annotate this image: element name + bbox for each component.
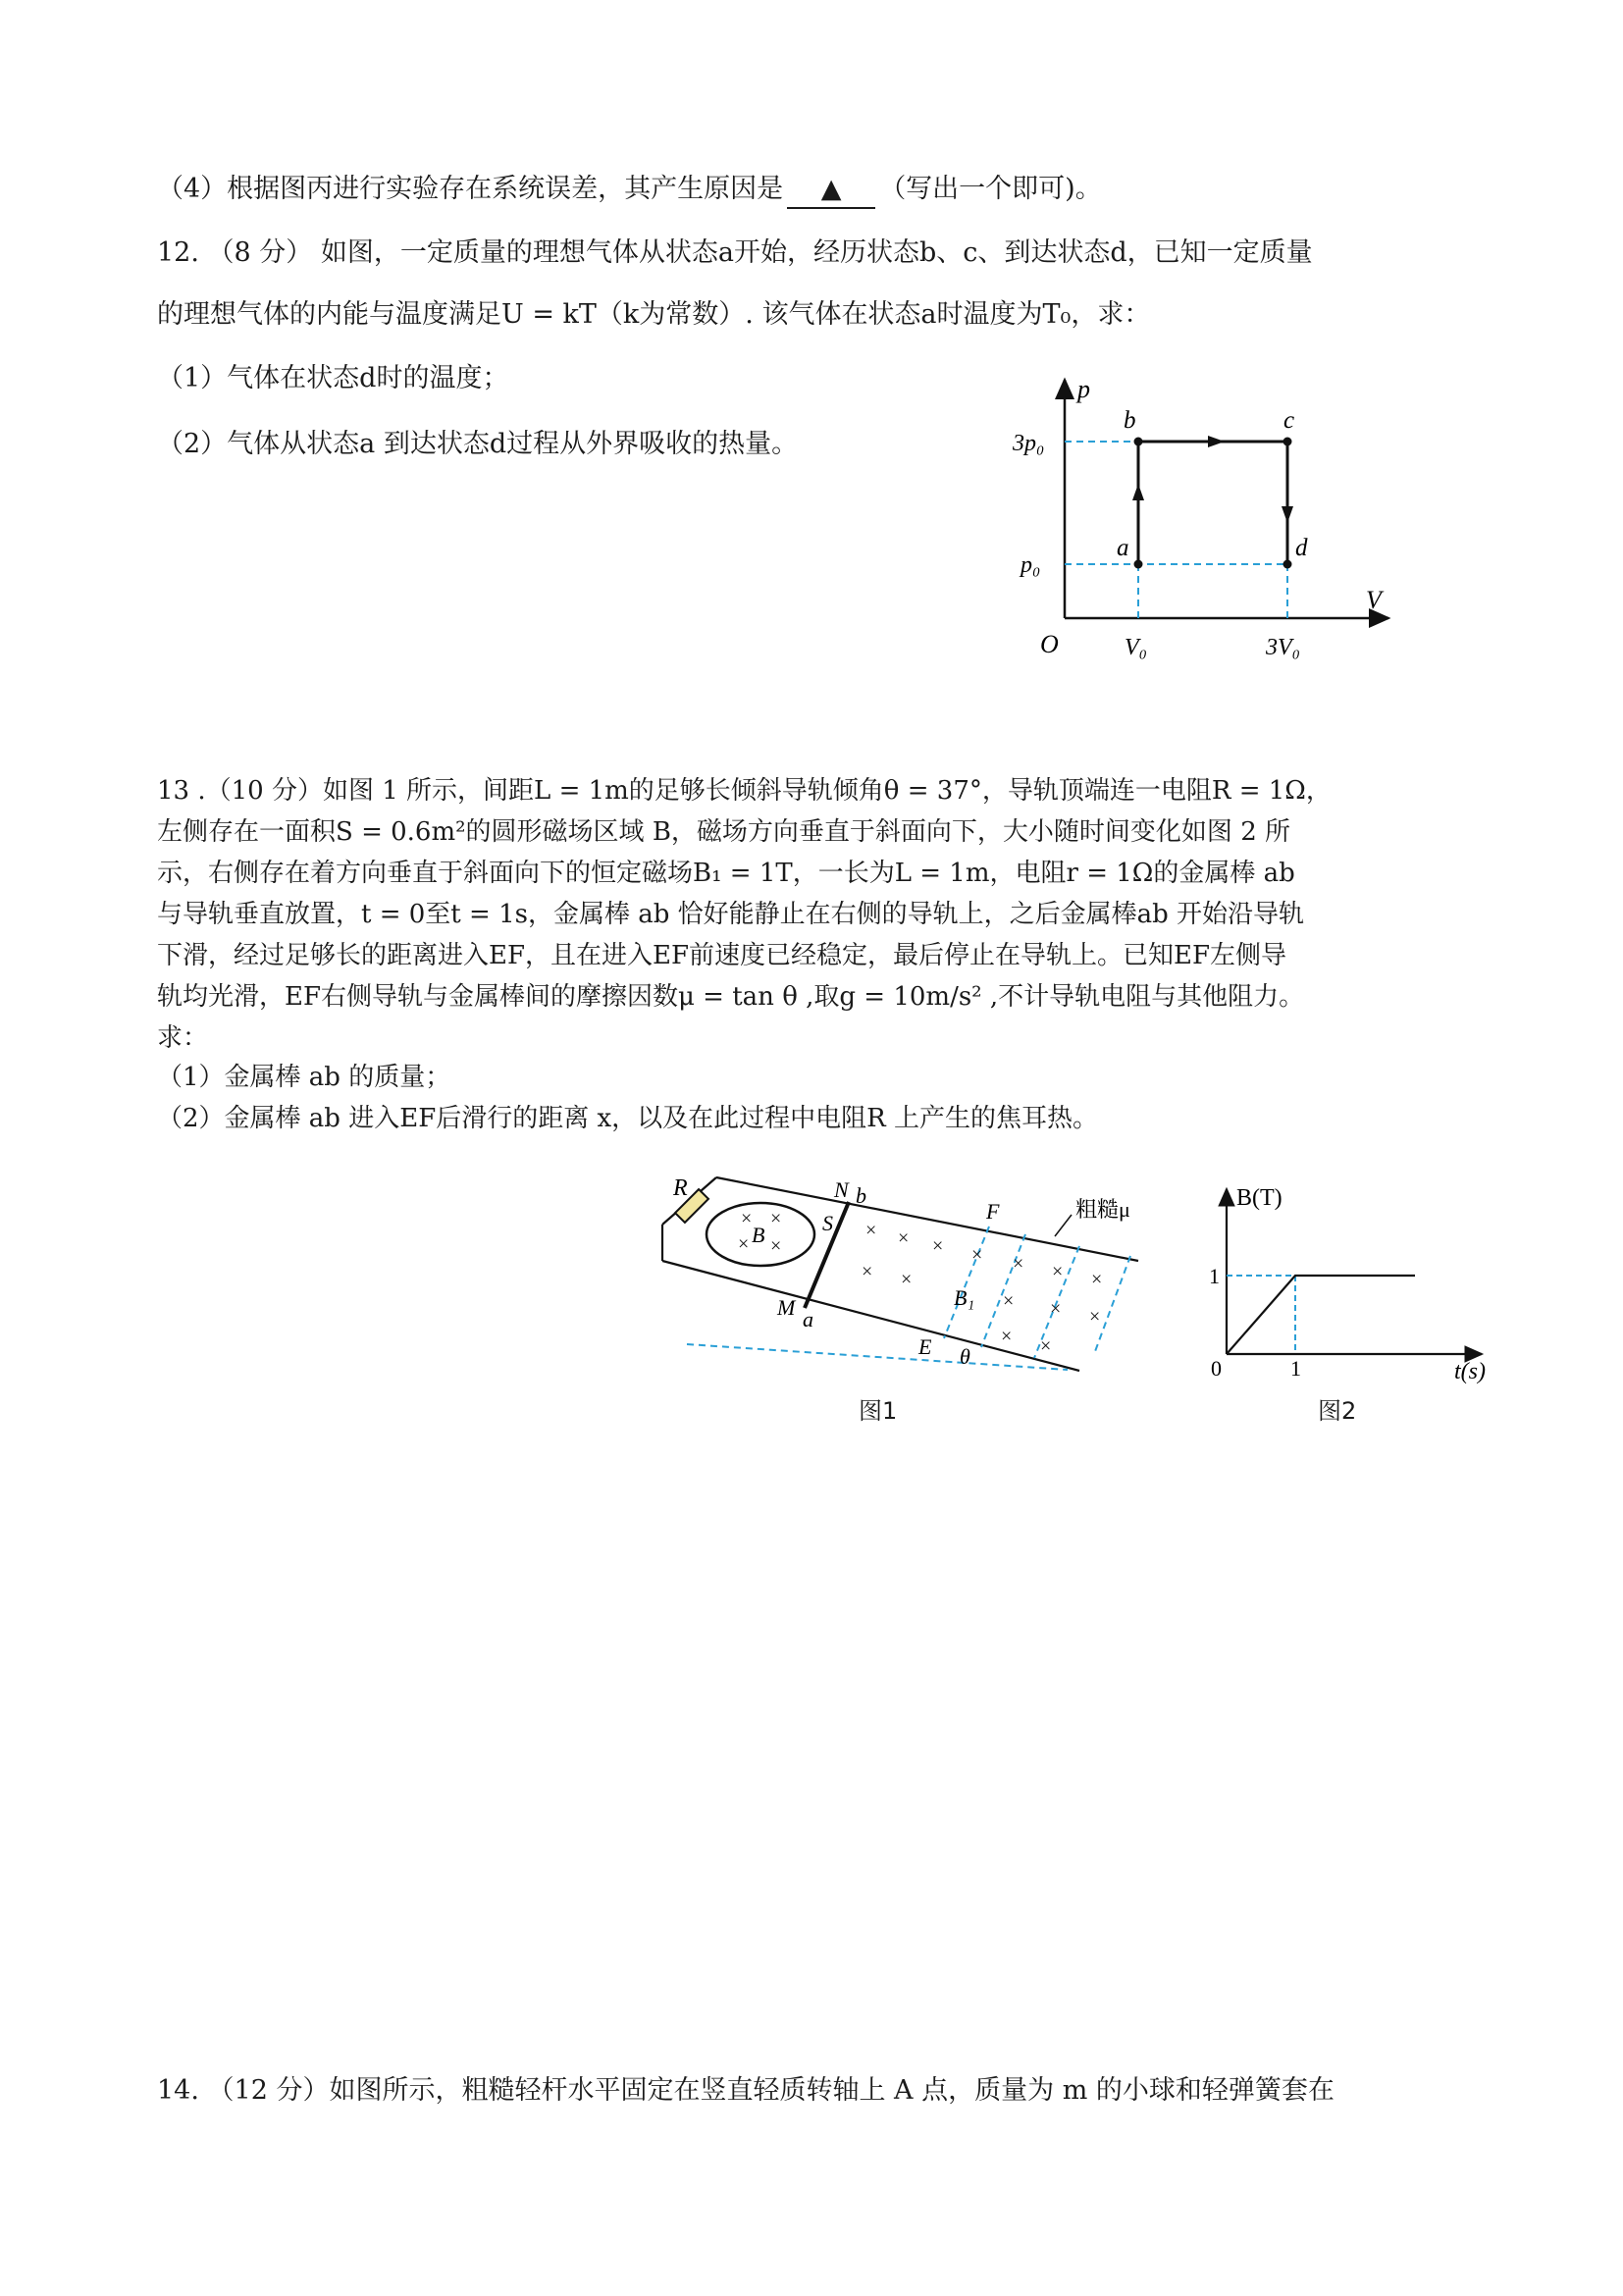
svg-text:×: × <box>1013 1253 1024 1275</box>
label-B1: B₁ <box>954 1285 975 1310</box>
label-theta: θ <box>960 1344 970 1369</box>
q12-line1: 12. （8 分） 如图，一定质量的理想气体从状态a开始，经历状态b、c、到达状态d，已知一定质量 <box>157 237 1313 268</box>
point-a <box>1134 560 1143 569</box>
x-tick-v0: V₀ <box>1125 635 1148 660</box>
label-rough: 粗糙μ <box>1075 1197 1130 1222</box>
svg-text:×: × <box>770 1208 782 1229</box>
q13-line5: 下滑，经过足够长的距离进入EF，且在进入EF前速度已经稳定，最后停止在导轨上。已知EF左侧导 <box>157 941 1287 970</box>
svg-text:×: × <box>1050 1298 1062 1320</box>
svg-text:×: × <box>1089 1306 1101 1328</box>
q11-part4-prefix: （4）根据图丙进行实验存在系统误差，其产生原因是 <box>157 174 784 204</box>
svg-text:×: × <box>1040 1335 1052 1357</box>
q12-sub1: （1）气体在状态d时的温度； <box>157 363 509 393</box>
bt-x-label: t(s) <box>1454 1359 1486 1384</box>
svg-text:×: × <box>901 1269 913 1290</box>
bt-y-label: B(T) <box>1236 1185 1283 1211</box>
q12-sub2: （2）气体从状态a 到达状态d过程从外界吸收的热量。 <box>157 429 799 459</box>
q12-line2: 的理想气体的内能与温度满足U = kT（k为常数）. 该气体在状态a时温度为T₀，求： <box>157 299 1151 330</box>
svg-text:×: × <box>1052 1261 1064 1282</box>
label-c: c <box>1283 407 1295 434</box>
q13-sub2: （2）金属棒 ab 进入EF后滑行的距离 x，以及在此过程中电阻R 上产生的焦耳热。 <box>157 1104 1099 1133</box>
y-tick-p0: p₀ <box>1021 552 1041 578</box>
bt-y-tick: 1 <box>1209 1264 1220 1288</box>
svg-text:×: × <box>932 1235 944 1257</box>
pv-graph <box>1011 368 1403 662</box>
q13-line2: 左侧存在一面积S = 0.6m²的圆形磁场区域 B，磁场方向垂直于斜面向下，大小随时间变化如图 2 所 <box>157 817 1290 847</box>
label-F: F <box>986 1199 1000 1224</box>
svg-text:×: × <box>898 1227 910 1249</box>
bt-origin: 0 <box>1211 1356 1222 1381</box>
label-a: a <box>803 1307 813 1331</box>
label-E: E <box>918 1334 932 1359</box>
q13-sub1: （1）金属棒 ab 的质量； <box>157 1063 451 1092</box>
label-d: d <box>1295 535 1308 561</box>
q13-line4: 与导轨垂直放置，t = 0至t = 1s，金属棒 ab 恰好能静止在右侧的导轨上，之后金属棒ab 开始沿导轨 <box>157 900 1305 929</box>
answer-blank <box>787 172 875 209</box>
label-b: b <box>856 1183 866 1208</box>
svg-text:×: × <box>862 1261 873 1282</box>
arrow-right <box>1208 436 1225 447</box>
q14-line1: 14. （12 分）如图所示，粗糙轻杆水平固定在竖直轻质转轴上 A 点，质量为 m 的小球和轻弹簧套在 <box>157 2075 1335 2106</box>
q11-part4-suffix: （写出一个即可)。 <box>879 174 1102 204</box>
svg-text:×: × <box>1003 1290 1015 1312</box>
svg-text:×: × <box>741 1208 753 1229</box>
origin-label: O <box>1040 630 1059 658</box>
svg-text:×: × <box>1091 1269 1103 1290</box>
figure-2-caption: 图2 <box>1318 1397 1357 1425</box>
x-axis-label: V <box>1366 586 1382 614</box>
svg-text:×: × <box>865 1220 877 1241</box>
label-N: N <box>834 1177 849 1202</box>
figure-1-caption: 图1 <box>859 1397 898 1425</box>
svg-text:×: × <box>770 1235 782 1257</box>
q11-part4 <box>157 172 1102 209</box>
q13-line7: 求： <box>157 1023 209 1053</box>
y-axis-label: p <box>1077 375 1090 403</box>
q13-line6: 轨均光滑，EF右侧导轨与金属棒间的摩擦因数μ = tan θ ,取g = 10m/s² ,不计导轨电阻与其他阻力。 <box>157 982 1305 1012</box>
bt-x-tick: 1 <box>1290 1356 1301 1381</box>
triangle-mark: ▲ <box>820 174 842 204</box>
x-tick-3v0: 3V₀ <box>1266 635 1301 660</box>
label-b: b <box>1124 407 1136 434</box>
svg-text:×: × <box>971 1244 983 1266</box>
label-a: a <box>1117 535 1129 561</box>
label-M: M <box>777 1295 796 1320</box>
label-R: R <box>673 1175 688 1201</box>
svg-text:×: × <box>1001 1326 1013 1347</box>
figure-1-rails <box>648 1168 1158 1393</box>
point-c <box>1283 438 1292 446</box>
arrow-up <box>1132 484 1144 500</box>
point-b <box>1134 438 1143 446</box>
q13-line3: 示，右侧存在着方向垂直于斜面向下的恒定磁场B₁ = 1T，一长为L = 1m，电阻r = 1Ω的金属棒 ab <box>157 859 1295 888</box>
svg-text:×: × <box>738 1233 750 1255</box>
figure-2-bt-graph <box>1197 1177 1492 1393</box>
point-d <box>1283 560 1292 569</box>
y-tick-3p0: 3p₀ <box>1013 431 1045 456</box>
label-S: S <box>822 1211 833 1235</box>
arrow-down <box>1282 506 1293 523</box>
bt-curve <box>1227 1276 1415 1354</box>
q13-line1: 13 .（10 分）如图 1 所示，间距L = 1m的足够长倾斜导轨倾角θ = 37°，导轨顶端连一电阻R = 1Ω， <box>157 776 1332 806</box>
label-B: B <box>752 1223 765 1247</box>
